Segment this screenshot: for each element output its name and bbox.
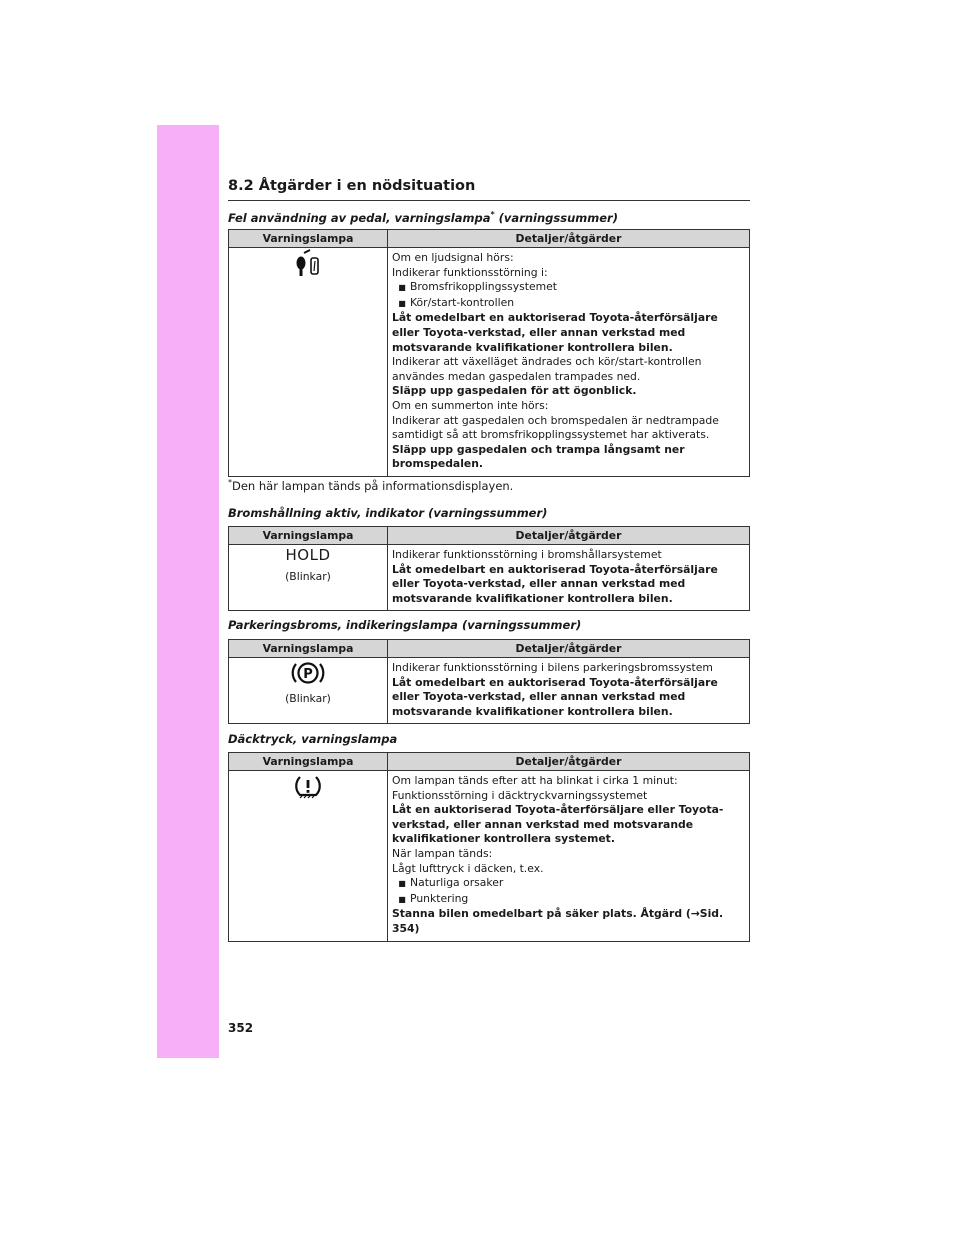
details-cell <box>388 771 750 942</box>
detail-bullet: ■ Bromsfrikopplingssystemet <box>392 280 745 296</box>
footnote-text: Den här lampan tänds på informationsdisplayen. <box>232 478 514 493</box>
detail-line: Indikerar funktionsstörning i: <box>392 265 548 279</box>
detail-line: Indikerar att gaspedalen och bromspedalen är nedtrampade samtidigt så att bromsfrikopplingssystemet har aktiverats. <box>392 413 719 442</box>
detail-action: Låt omedelbart en auktoriserad Toyota-återförsäljare eller Toyota-verkstad, eller annan verkstad med motsvarande kvalifikationer kontrollera bilen. <box>392 562 718 605</box>
detail-line: Funktionsstörning i däcktryckvarningssystemet <box>392 788 648 802</box>
table-title-brake-hold: Bromshållning aktiv, indikator (varningssummer) <box>228 506 548 520</box>
detail-line: Om en ljudsignal hörs: <box>392 251 514 264</box>
column-header-details: Detaljer/åtgärder <box>388 753 750 771</box>
detail-bullet: ■ Punktering <box>392 892 745 908</box>
column-header-details: Detaljer/åtgärder <box>388 640 750 658</box>
detail-bullet: ■ Kör/start-kontrollen <box>392 296 745 312</box>
detail-action: Stanna bilen omedelbart på säker plats. Åtgärd (→Sid. 354) <box>392 907 724 935</box>
footnote-marker: * <box>490 210 495 219</box>
detail-action: Släpp upp gaspedalen och trampa långsamt ner bromspedalen. <box>392 442 685 471</box>
lamp-cell <box>229 545 388 611</box>
table-title-text: Fel användning av pedal, varningslampa <box>228 210 491 225</box>
lamp-blink-label: (Blinkar) <box>285 570 331 583</box>
warning-table-brake-hold <box>228 526 750 611</box>
detail-line: Indikerar funktionsstörning i bromshållarsystemet <box>392 548 662 561</box>
table-title-parking-brake: Parkeringsbroms, indikeringslampa (varningssummer) <box>228 618 582 632</box>
detail-action: Låt omedelbart en auktoriserad Toyota-återförsäljare eller Toyota-verkstad, eller annan verkstad med motsvarande kvalifikationer kontrollera bilen. <box>392 311 718 354</box>
details-cell <box>388 658 750 724</box>
section-color-band <box>157 125 219 1058</box>
details-cell <box>388 545 750 611</box>
lamp-cell <box>229 248 388 477</box>
warning-table-tire-pressure <box>228 752 750 942</box>
detail-line: När lampan tänds: <box>392 846 493 860</box>
detail-line: Lågt lufttryck i däcken, t.ex. <box>392 861 544 875</box>
table-title-pedal-misuse <box>228 210 618 225</box>
detail-action: Släpp upp gaspedalen för att ögonblick. <box>392 384 637 398</box>
detail-line: Indikerar funktionsstörning i bilens parkeringsbromssystem <box>392 661 713 674</box>
hold-icon: HOLD <box>285 546 331 564</box>
pedal-misuse-icon <box>294 249 322 279</box>
column-header-details: Detaljer/åtgärder <box>388 527 750 545</box>
warning-table-parking-brake <box>228 639 750 724</box>
parking-brake-icon <box>291 659 325 687</box>
column-header-lamp: Varningslampa <box>229 753 388 771</box>
lamp-blink-label: (Blinkar) <box>285 692 331 705</box>
detail-action: Låt omedelbart en auktoriserad Toyota-återförsäljare eller Toyota-verkstad, eller annan verkstad med motsvarande kvalifikationer kontrollera bilen. <box>392 675 718 718</box>
section-title: 8.2 Åtgärder i en nödsituation <box>228 178 750 201</box>
column-header-lamp: Varningslampa <box>229 527 388 545</box>
footnote-marker: * <box>228 478 232 487</box>
lamp-cell <box>229 658 388 724</box>
detail-line: Om en summerton inte hörs: <box>392 398 549 412</box>
details-cell <box>388 248 750 477</box>
column-header-details: Detaljer/åtgärder <box>388 230 750 248</box>
detail-bullet: ■ Naturliga orsaker <box>392 876 745 892</box>
warning-table-pedal-misuse <box>228 229 750 477</box>
lamp-cell <box>229 771 388 942</box>
footnote <box>228 478 513 493</box>
detail-line: Om lampan tänds efter att ha blinkat i cirka 1 minut: <box>392 774 678 787</box>
column-header-lamp: Varningslampa <box>229 230 388 248</box>
tire-pressure-icon <box>293 772 323 802</box>
detail-line: Indikerar att växelläget ändrades och kör/start-kontrollen användes medan gaspedalen trampades ned. <box>392 355 702 383</box>
table-title-tire-pressure: Däcktryck, varningslampa <box>228 732 398 746</box>
table-title-suffix: (varningssummer) <box>494 210 618 225</box>
column-header-lamp: Varningslampa <box>229 640 388 658</box>
svg-text:P: P <box>303 667 313 682</box>
page-number: 352 <box>228 1021 254 1035</box>
detail-action: Låt en auktoriserad Toyota-återförsäljare eller Toyota-verkstad, eller annan verkstad med motsvarande kvalifikationer kontrollera systemet. <box>392 803 724 846</box>
